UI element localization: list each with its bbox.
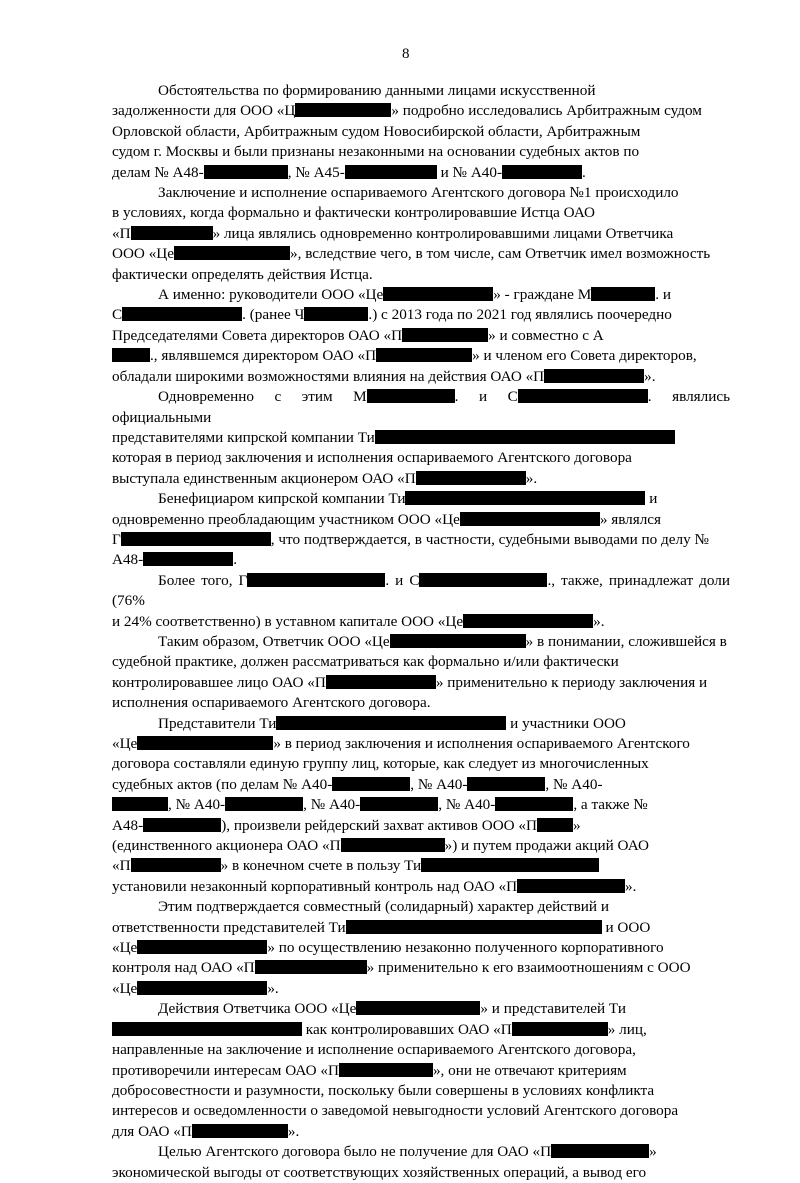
- text-run: «Це: [112, 939, 138, 957]
- redaction-bar: [225, 797, 303, 811]
- redaction-bar: [460, 512, 600, 526]
- text-run: фактически определять действия Истца.: [112, 265, 373, 283]
- text-run: по: [262, 82, 279, 99]
- redaction-bar: [326, 675, 436, 689]
- text-line: [112, 673, 730, 693]
- redaction-bar: [204, 165, 288, 179]
- text-run: » применительно к периоду заключения и: [435, 673, 708, 691]
- redaction-bar: [339, 1063, 433, 1077]
- text-line: [112, 571, 730, 612]
- document-body: [112, 81, 730, 1183]
- text-run: , № А40-: [410, 775, 468, 793]
- page-number: 8: [402, 46, 410, 62]
- text-run: » лиц,: [607, 1020, 647, 1038]
- text-line: [112, 448, 730, 468]
- text-run: ), произвели рейдерский захват активов ООО «П: [221, 816, 537, 834]
- text-line: [112, 101, 730, 121]
- text-run: » в понимании, сложившейся в: [525, 632, 727, 650]
- text-line: [112, 122, 730, 142]
- redaction-bar: [276, 716, 506, 730]
- text-run: , № А40-: [303, 796, 361, 814]
- text-run: «Це: [112, 979, 138, 997]
- text-run: А48-: [112, 551, 144, 569]
- paragraph: [112, 632, 730, 714]
- redaction-bar: [174, 246, 290, 260]
- text-line: [112, 530, 730, 550]
- text-run: которая в период заключения и исполнения оспариваемого Агентского договора: [112, 449, 632, 467]
- text-run: , № А40-: [545, 775, 603, 793]
- redaction-bar: [360, 797, 438, 811]
- text-run: , № А40-: [168, 796, 226, 814]
- text-line: [112, 856, 730, 876]
- text-line: [112, 938, 730, 958]
- text-line: [112, 469, 730, 489]
- text-line: [112, 979, 730, 999]
- text-run: ».: [287, 1122, 300, 1140]
- text-run: судебных актов (по делам № А40-: [112, 775, 333, 793]
- text-run: Целью Агентского договора было не получение для ОАО «П: [158, 1143, 552, 1161]
- redaction-bar: [463, 614, 593, 628]
- text-run: » подробно исследовались Арбитражным судом: [391, 102, 702, 120]
- redaction-bar: [137, 736, 273, 750]
- text-line: [112, 367, 730, 387]
- text-run: Представители Ти: [158, 714, 277, 732]
- text-run: Более того, Г: [158, 571, 248, 589]
- text-run: » по осуществлению незаконно полученного корпоративного: [267, 939, 664, 957]
- redaction-bar: [131, 226, 213, 240]
- text-run: А именно: руководители ООО «Це: [158, 286, 384, 304]
- text-line: [112, 795, 730, 815]
- text-run: Обстоятельства: [158, 82, 260, 99]
- redaction-bar: [112, 348, 150, 362]
- paragraph: [112, 387, 730, 489]
- redaction-bar: [122, 307, 242, 321]
- text-run: ответственности представителей Ти: [112, 918, 346, 936]
- text-run: » и членом его Совета директоров,: [472, 347, 697, 365]
- text-line: [112, 877, 730, 897]
- text-run: действий: [537, 898, 598, 916]
- redaction-bar: [192, 1124, 288, 1138]
- text-run: . (ранее Ч: [242, 306, 305, 324]
- text-line: [112, 305, 730, 325]
- text-run: «П: [112, 857, 131, 875]
- text-run: » лица являлись одновременно контролировавшими лицами Ответчика: [212, 224, 674, 242]
- paragraph: [112, 1142, 730, 1183]
- text-run: ») и путем продажи акций ОАО: [444, 837, 649, 855]
- text-line: [112, 550, 730, 570]
- redaction-bar: [419, 573, 547, 587]
- text-run: добросовестности и разумности, поскольку были совершены в условиях конфликта: [112, 1081, 655, 1099]
- redaction-bar: [495, 797, 573, 811]
- text-run: Заключение и исполнение оспариваемого Агентского договора №1 происходило: [158, 184, 679, 202]
- text-line: [112, 1142, 730, 1162]
- redaction-bar: [467, 777, 545, 791]
- text-line: [112, 714, 730, 734]
- text-run: и: [645, 490, 658, 508]
- text-line: [112, 244, 730, 264]
- text-run: интересов и осведомленности о заведомой невыгодности условий Агентского договора: [112, 1102, 679, 1120]
- text-line: [112, 734, 730, 754]
- text-run: »: [573, 816, 581, 834]
- text-line: [112, 652, 730, 672]
- text-line: [112, 183, 730, 203]
- redaction-bar: [512, 1022, 608, 1036]
- redaction-bar: [356, 1001, 480, 1015]
- text-run: », они не отвечают критериям: [432, 1061, 627, 1079]
- text-run: » и представителей Ти: [480, 1000, 626, 1018]
- text-run: Таким образом, Ответчик ООО «Це: [158, 632, 390, 650]
- redaction-bar: [295, 103, 391, 117]
- text-run: . и С: [385, 571, 420, 589]
- text-line: [112, 958, 730, 978]
- text-run: »: [649, 1143, 657, 1161]
- text-line: [112, 1163, 730, 1183]
- text-run: » - граждане М: [493, 286, 592, 304]
- text-line: [112, 326, 730, 346]
- text-run: формированию: [282, 82, 382, 99]
- redaction-bar: [143, 818, 221, 832]
- text-run: и № А40-: [436, 163, 503, 181]
- paragraph: [112, 571, 730, 632]
- text-line: [112, 387, 730, 428]
- text-run: выступала единственным акционером ОАО «П: [112, 469, 416, 487]
- text-run: » в конечном счете в пользу Ти: [220, 857, 422, 875]
- text-run: Орловской области, Арбитражным судом Новосибирской области, Арбитражным: [112, 122, 641, 140]
- text-line: [112, 1061, 730, 1081]
- text-line: [112, 346, 730, 366]
- text-run: Г: [112, 530, 121, 548]
- text-run: судом г. Москвы и были признаны незаконными на основании судебных актов по: [112, 143, 640, 161]
- redaction-bar: [390, 634, 526, 648]
- text-line: [112, 142, 730, 162]
- text-run: характер: [477, 898, 534, 916]
- paragraph: [112, 285, 730, 387]
- text-run: », вследствие чего, в том числе, сам Ответчик имел возможность: [290, 245, 711, 263]
- text-run: подтверждается: [196, 898, 300, 916]
- text-line: [112, 836, 730, 856]
- text-line: [112, 224, 730, 244]
- redaction-bar: [137, 981, 267, 995]
- text-run: ».: [267, 979, 279, 997]
- redaction-bar: [255, 960, 367, 974]
- text-line: [112, 775, 730, 795]
- text-run: лицами: [447, 82, 497, 99]
- redaction-bar: [121, 532, 271, 546]
- text-line: [112, 999, 730, 1019]
- text-line: [112, 428, 730, 448]
- text-line: [112, 163, 730, 183]
- text-line: [112, 1020, 730, 1040]
- text-run: и 24% соответственно) в уставном капитале ООО «Це: [112, 612, 464, 630]
- text-run: задолженности для ООО «Ц: [112, 102, 296, 120]
- text-line: [112, 1081, 730, 1101]
- text-run: ».: [525, 469, 538, 487]
- text-run: » являлся: [599, 510, 662, 528]
- text-run: , № А40-: [438, 796, 496, 814]
- text-run: судебной практике, должен рассматриваться как формально и/или фактически: [112, 653, 619, 671]
- text-run: А48-: [112, 816, 144, 834]
- text-run: » в период заключения и исполнения оспариваемого Агентского: [273, 735, 690, 752]
- text-line: [112, 612, 730, 632]
- text-run: в условиях, когда формально и фактически контролировавшие Истца ОАО: [112, 204, 596, 222]
- redaction-bar: [517, 879, 625, 893]
- text-run: . и: [655, 286, 671, 304]
- redaction-bar: [304, 307, 368, 321]
- text-run: делам № А48-: [112, 163, 204, 181]
- text-run: как контролировавших ОАО «П: [302, 1020, 512, 1038]
- redaction-bar: [537, 818, 573, 832]
- text-run: .: [233, 551, 238, 569]
- text-run: » и совместно с А: [488, 326, 604, 344]
- text-line: [112, 693, 730, 713]
- paragraph: [112, 489, 730, 571]
- redaction-bar: [544, 369, 644, 383]
- paragraph: [112, 897, 730, 999]
- text-run: представителями кипрской компании Ти: [112, 428, 375, 446]
- text-run: контроля над ОАО «П: [112, 959, 255, 977]
- redaction-bar: [383, 287, 493, 301]
- redaction-bar: [341, 838, 445, 852]
- redaction-bar: [591, 287, 655, 301]
- text-run: , что подтверждается, в частности, судебными выводами по делу №: [270, 530, 709, 548]
- text-run: Этим: [158, 898, 193, 916]
- text-line: [112, 918, 730, 938]
- paragraph: [112, 714, 730, 898]
- text-line: [112, 265, 730, 285]
- paragraph: [112, 81, 730, 183]
- text-run: ».: [625, 877, 637, 895]
- paragraph: [112, 183, 730, 285]
- text-line: [112, 632, 730, 652]
- text-line: [112, 285, 730, 305]
- redaction-bar: [346, 920, 602, 934]
- redaction-bar: [421, 858, 599, 872]
- text-run: ».: [644, 367, 656, 385]
- text-run: .) с 2013 года по 2021 год являлись поочередно: [368, 306, 672, 324]
- redaction-bar: [137, 940, 267, 954]
- text-run: «П: [112, 224, 131, 242]
- text-run: противоречили интересам ОАО «П: [112, 1061, 339, 1079]
- text-run: направленные на заключение и исполнение оспариваемого Агентского договора,: [112, 1041, 636, 1059]
- text-run: . и С: [454, 388, 518, 406]
- redaction-bar: [518, 389, 648, 403]
- text-run: Председателями Совета директоров ОАО «П: [112, 326, 403, 344]
- text-line: [112, 816, 730, 836]
- redaction-bar: [551, 1144, 649, 1158]
- redaction-bar: [416, 471, 526, 485]
- redaction-bar: [247, 573, 385, 587]
- redaction-bar: [345, 165, 437, 179]
- text-line: [112, 510, 730, 530]
- text-run: ООО «Це: [112, 245, 175, 263]
- text-run: для ОАО «П: [112, 1122, 192, 1140]
- redaction-bar: [131, 858, 221, 872]
- text-run: и ООО: [601, 918, 651, 936]
- text-run: искусственной: [499, 82, 596, 99]
- text-run: » применительно к его взаимоотношениям с ООО: [366, 959, 691, 977]
- text-run: одновременно преобладающим участником ООО «Це: [112, 510, 460, 528]
- redaction-bar: [402, 328, 488, 342]
- text-run: , № А45-: [287, 163, 345, 181]
- text-run: (единственного акционера ОАО «П: [112, 837, 341, 855]
- text-run: обладали широкими возможностями влияния на действия ОАО «П: [112, 367, 545, 385]
- text-run: и: [600, 898, 609, 916]
- text-run: и участники ООО: [506, 714, 626, 732]
- text-run: контролировавшее лицо ОАО «П: [112, 673, 326, 691]
- text-run: . являлись официальными: [112, 388, 731, 426]
- text-run: , а также №: [573, 796, 648, 814]
- paragraph: [112, 999, 730, 1142]
- text-run: ., являвшемся директором ОАО «П: [150, 347, 377, 365]
- text-run: ., также, принадлежат доли (76%: [112, 571, 731, 610]
- text-run: установили незаконный корпоративный контроль над ОАО «П: [112, 877, 518, 895]
- redaction-bar: [112, 797, 168, 811]
- redaction-bar: [405, 491, 645, 505]
- text-line: [112, 754, 730, 774]
- text-run: «Це: [112, 735, 138, 752]
- text-line: [112, 1040, 730, 1060]
- redaction-bar: [367, 389, 455, 403]
- text-run: исполнения оспариваемого Агентского договора.: [112, 694, 431, 712]
- text-run: .: [582, 163, 586, 181]
- text-line: [112, 897, 730, 917]
- text-line: [112, 81, 730, 101]
- text-line: [112, 203, 730, 223]
- redaction-bar: [143, 552, 233, 566]
- text-run: данными: [385, 82, 444, 99]
- text-run: Действия Ответчика ООО «Це: [158, 1000, 357, 1018]
- text-run: (солидарный): [384, 898, 474, 916]
- text-run: договора составляли единую группу лиц, которые, как следует из многочисленных: [112, 755, 649, 773]
- text-run: Бенефициаром кипрской компании Ти: [158, 490, 406, 508]
- redaction-bar: [376, 348, 472, 362]
- redaction-bar: [112, 1022, 302, 1036]
- text-run: экономической выгоды от соответствующих хозяйственных операций, а вывод его: [112, 1163, 647, 1181]
- text-run: С: [112, 306, 123, 324]
- text-run: ».: [593, 612, 605, 630]
- redaction-bar: [332, 777, 410, 791]
- redaction-bar: [375, 430, 675, 444]
- text-line: [112, 489, 730, 509]
- redaction-bar: [502, 165, 582, 179]
- text-line: [112, 1101, 730, 1121]
- text-run: совместный: [303, 898, 382, 916]
- text-run: Одновременно с этим М: [158, 388, 367, 406]
